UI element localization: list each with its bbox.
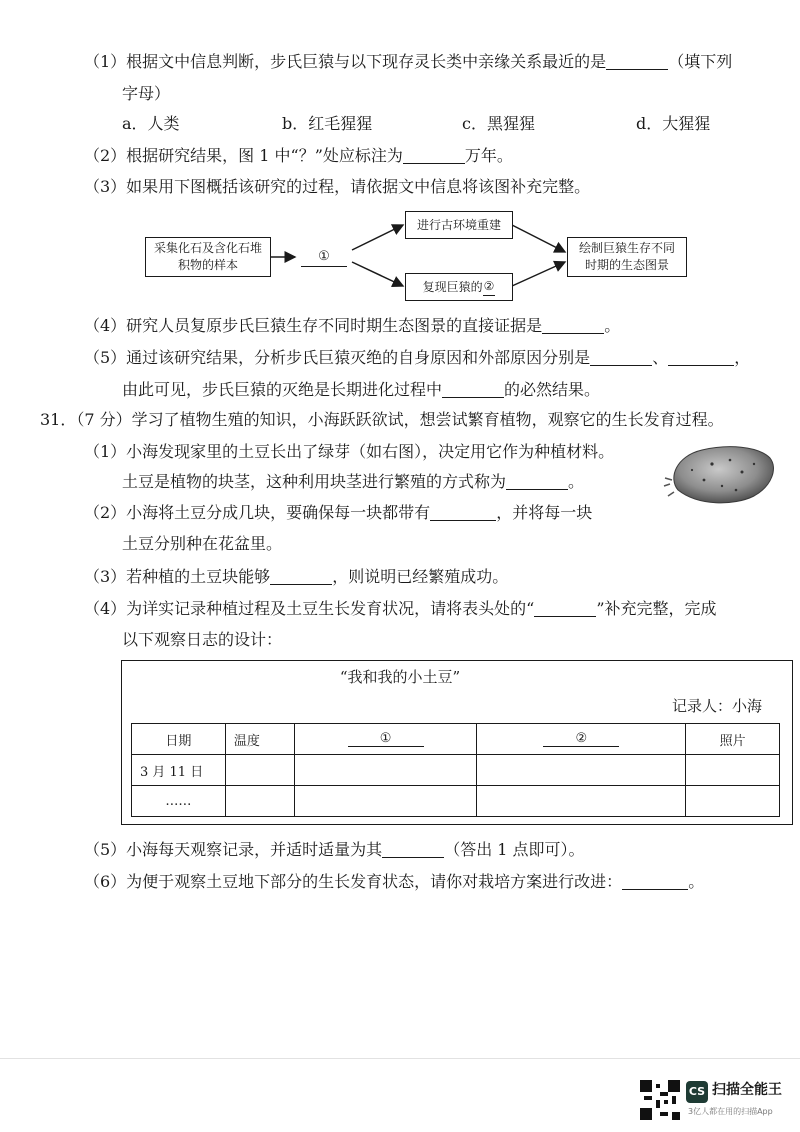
q30-part5: （5）通过该研究结果，分析步氏巨猿灭绝的自身原因和外部原因分别是 、 ，	[84, 348, 751, 367]
q30-part2: （2）根据研究结果，图 1 中“？”处应标注为 万年。	[84, 146, 513, 165]
scanner-logo: CS	[686, 1081, 708, 1103]
potato-image	[662, 440, 778, 510]
option-a: a．人类	[122, 114, 180, 133]
log-cell: 3 月 11 日	[132, 755, 226, 786]
answer-blank	[506, 473, 568, 490]
q31-intro: 31．（7 分）学习了植物生殖的知识，小海跃跃欲试，想尝试繁育植物，观察它的生长发育过程。	[40, 410, 724, 429]
table-row	[132, 755, 780, 786]
q31-part4-cont: 以下观察日志的设计：	[122, 630, 283, 649]
log-cell	[225, 755, 294, 786]
flow-start-box: 采集化石及含化石堆积物的样本	[145, 237, 271, 277]
log-cell	[686, 786, 780, 817]
log-header-row	[132, 724, 780, 755]
option-d: d．大猩猩	[636, 114, 711, 133]
answer-blank	[542, 317, 604, 334]
answer-blank	[590, 349, 652, 366]
answer-blank	[382, 841, 444, 858]
q31-part6: （6）为便于观察土豆地下部分的生长发育状态，请你对栽培方案进行改进： 。	[84, 872, 705, 891]
log-cell	[477, 786, 686, 817]
option-c: c．黑猩猩	[462, 114, 535, 133]
table-row	[132, 786, 780, 817]
log-cell	[225, 786, 294, 817]
q31-part2-cont: 土豆分别种在花盆里。	[122, 534, 283, 553]
footer-divider	[0, 1058, 800, 1059]
q31-part5: （5）小海每天观察记录，并适时适量为其 （答出 1 点即可）。	[84, 840, 585, 859]
answer-blank	[442, 381, 504, 398]
answer-blank	[668, 349, 734, 366]
q31-part4: （4）为详实记录种植过程及土豆生长发育状况，请将表头处的“ ”补充完整，完成	[84, 599, 717, 618]
q30-part1: （1）根据文中信息判断，步氏巨猿与以下现存灵长类中亲缘关系最近的是 （填下列	[84, 52, 733, 71]
log-title: “我和我的小土豆”	[339, 668, 461, 686]
q31-part3: （3）若种植的土豆块能够 ，则说明已经繁殖成功。	[84, 567, 509, 586]
log-header-blank-2: ②	[477, 724, 686, 755]
q30-part4: （4）研究人员复原步氏巨猿生存不同时期生态图景的直接证据是 。	[84, 316, 621, 335]
q31-part2: （2）小海将土豆分成几块，要确保每一块都带有 ，并将每一块	[84, 503, 593, 522]
q31-part1: （1）小海发现家里的土豆长出了绿芽（如右图），决定用它作为种植材料。	[84, 442, 615, 461]
log-cell: ……	[132, 786, 226, 817]
answer-blank	[622, 873, 688, 890]
log-cell	[294, 755, 477, 786]
flow-end-box: 绘制巨猿生存不同时期的生态图景	[567, 237, 687, 277]
log-cell	[294, 786, 477, 817]
log-recorder: 记录人：小海	[672, 697, 763, 715]
log-cell	[477, 755, 686, 786]
option-b: b．红毛猩猩	[282, 114, 373, 133]
log-header-photo: 照片	[686, 724, 780, 755]
flow-blank-2: ②	[483, 278, 496, 296]
log-header-blank-1: ①	[294, 724, 477, 755]
flow-top-box: 进行古环境重建	[405, 211, 513, 239]
scanner-brand: 扫描全能王	[712, 1082, 782, 1098]
answer-blank	[534, 600, 596, 617]
flow-bottom-box: 复现巨猿的 ②	[405, 273, 513, 301]
q30-part5-cont: 由此可见，步氏巨猿的灭绝是长期进化过程中 的必然结果。	[122, 380, 601, 399]
log-cell	[686, 755, 780, 786]
q31-part1-cont: 土豆是植物的块茎，这种利用块茎进行繁殖的方式称为 。	[122, 472, 585, 491]
q30-part3: （3）如果用下图概括该研究的过程，请依据文中信息将该图补充完整。	[84, 177, 591, 196]
scanner-slogan: 3亿人都在用的扫描App	[688, 1107, 773, 1116]
log-header-temperature: 温度	[225, 724, 294, 755]
qr-code-icon	[640, 1080, 680, 1120]
observation-log-table	[131, 723, 780, 817]
log-header-date: 日期	[132, 724, 226, 755]
q30-part1-cont: 字母）	[122, 84, 171, 103]
answer-blank	[430, 504, 496, 521]
answer-blank	[270, 568, 332, 585]
flow-blank-1: ①	[298, 246, 350, 268]
